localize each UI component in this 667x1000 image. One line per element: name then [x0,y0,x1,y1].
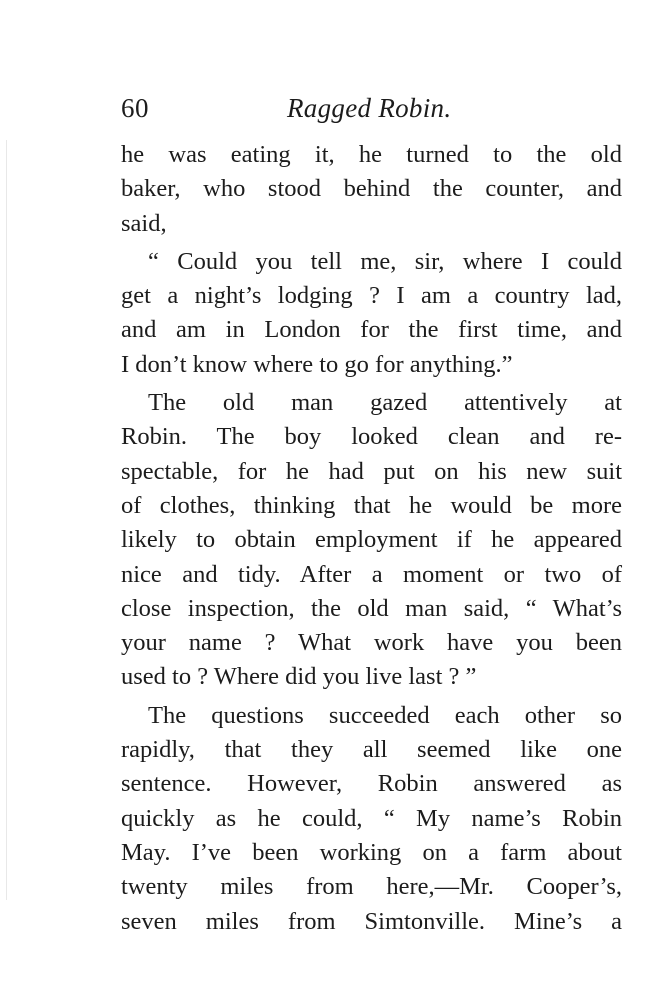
text-line: May. I’ve been working on a farm about [121,838,622,866]
text-line: seven miles from Simtonville. Mine’s a [121,907,622,935]
text-line: rapidly, that they all seemed like one [121,736,622,764]
text-line: The questions succeeded each other so [148,701,622,729]
text-line: I don’t know where to go for anything.” [121,350,513,378]
text-line: The old man gazed attentively at [148,389,622,417]
text-line: of clothes, thinking that he would be more [121,491,622,519]
text-line: twenty miles from here,—Mr. Cooper’s, [121,873,622,901]
text-line: close inspection, the old man said, “ What’s [121,594,622,622]
page-header [121,88,621,128]
text-line: said, [121,209,167,237]
text-line: your name ? What work have you been [121,629,622,657]
text-line: “ Could you tell me, sir, where I could [148,247,622,275]
text-line: nice and tidy. After a moment or two of [121,560,622,588]
body-text [121,138,622,939]
running-title: Ragged Robin. [287,93,452,123]
text-line: quickly as he could, “ My name’s Robin [121,804,622,832]
text-line: baker, who stood behind the counter, and [121,175,622,203]
text-line: Robin. The boy looked clean and re- [121,423,622,451]
page-number: 60 [121,93,149,123]
text-line: sentence. However, Robin answered as [121,770,622,798]
text-line: he was eating it, he turned to the old [121,141,622,168]
text-line: spectable, for he had put on his new suit [121,457,622,485]
text-line: and am in London for the first time, and [121,316,622,344]
text-line: used to ? Where did you live last ? ” [121,663,477,691]
text-line: likely to obtain employment if he appeared [121,526,622,554]
page-edge-shadow [6,140,7,900]
text-line: get a night’s lodging ? I am a country lad, [121,282,622,310]
